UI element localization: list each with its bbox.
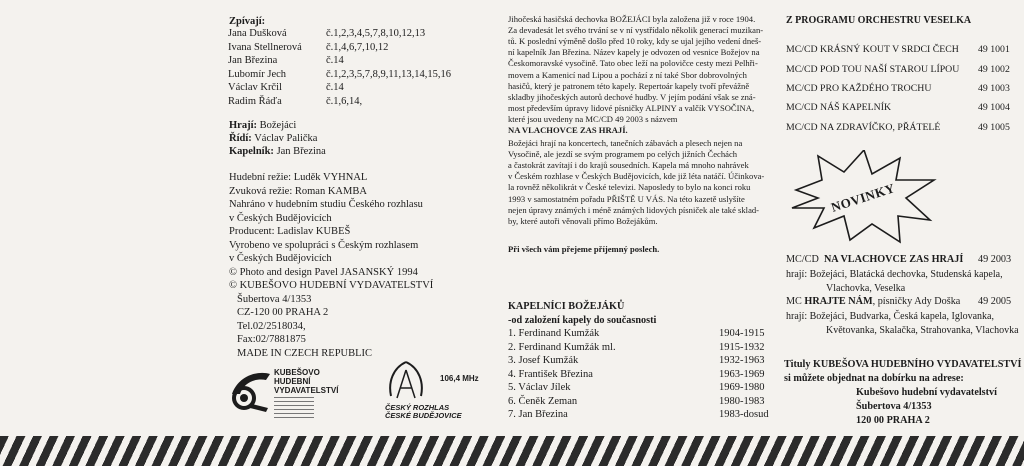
catalog-column [784,0,1024,436]
leader-row: 4. František Březina 1963-1969 [508,368,765,380]
credit-line: © KUBEŠOVO HUDEBNÍ VYDAVATELSTVÍ [229,280,434,291]
history-line: nejen úpravy známých i méně známých lidových písniček ale také sklad- [508,204,760,215]
logo-line: HUDEBNÍ [274,377,311,386]
history-line: tů. K poslední výměně došlo před 10 roky, kdy se ujal jejího vedení dneš- [508,36,762,47]
new-release-row: MC/CD NA VLACHOVCE ZAS HRAJÍ 49 2003 [786,254,1012,265]
history-line: most především úpravy lidové písničky ALPINY a valčík VYSOČINA, [508,102,755,113]
order-line: Tituly KUBEŠOVA HUDEBNÍHO VYDAVATELSTVÍ [784,359,1022,370]
logo-line: KUBEŠOVO [274,368,320,377]
radio-tower-icon [385,360,427,402]
conductor-line: Řídí: Václav Palička [229,133,318,144]
address-line: Fax:02/7881875 [237,334,306,345]
credit-line: v Českých Budějovicích [229,212,332,224]
credit-line: Nahráno v hudebním studiu Českého rozhlasu [229,199,423,210]
history-line: 1993 v samostatném pořadu PŘIŠTĚ U VÁS. Na této kazetě uslyšíte [508,193,745,204]
leaders-title: KAPELNÍCI BOŽEJÁKŮ [508,301,625,312]
leader-row: 1. Ferdinand Kumžák 1904-1915 [508,328,765,339]
closing-wish: Při všech vám přejeme příjemný poslech. [508,244,660,254]
history-line: v Českém rozhlase v Českých Budějovicích, kde již léta natáčí. Účinkova- [508,171,765,182]
address-line: Tel.02/2518034, [237,320,306,332]
history-line: by, které autoři věnovali přímo Božejákům. [508,215,658,226]
history-line: Za devadesát let svého trvání se v ní vystřídalo několik generací muzikan- [508,25,764,36]
credit-line: Producent: Ladislav KUBEŠ [229,226,351,237]
radio-logo-line: ČESKÉ BUDĚJOVICE [385,411,462,420]
radio-logo [383,360,503,422]
radio-frequency: 106,4 MHz [440,374,479,383]
history-line: které jsou uvedeny na MC/CD 49 2003 s názvem [508,113,678,124]
catalog-row: MC/CD NA ZDRAVÍČKO, PŘÁTELÉ 49 1005 [786,122,1010,133]
order-line: Šubertova 4/1353 [856,401,932,412]
credit-line: Zvuková režie: Roman KAMBA [229,185,367,197]
radio-logo-line: ČESKÝ ROZHLAS [385,403,450,412]
singer-row: Ivana Stellnerová č.1,4,6,7,10,12 [228,41,389,53]
striped-border [0,436,1024,466]
catalog-row: MC/CD PRO KAŽDÉHO TROCHU 49 1003 [786,83,1010,94]
history-line: a častokrát zavítají i do krajů sousedních. Kapela má mnoho nahrávek [508,160,749,171]
logo-fine-print [274,397,314,419]
singer-row: Václav Krčil č.14 [228,82,344,94]
history-line: Božejáci hrají na koncertech, tanečních zábavách a plesech nejen na [508,138,743,148]
program-title: Z PROGRAMU ORCHESTRU VESELKA [786,15,972,26]
singer-row: Lubomír Jech č.1,2,3,5,7,8,9,11,13,14,15,16 [228,68,452,80]
catalog-row: MC/CD POD TOU NAŠÍ STAROU LÍPOU 49 1002 [786,64,1010,75]
bandmaster-line: Kapelník: Jan Březina [229,146,326,157]
credit-line: Hudební režie: Luděk VYHNAL [229,172,368,183]
address-line: CZ-120 00 PRAHA 2 [237,307,329,318]
leader-row: 2. Ferdinand Kumžák ml. 1915-1932 [508,341,765,353]
credit-line: © Photo and design Pavel JASANSKÝ 1994 [229,266,418,278]
new-release-detail: Vlachovka, Veselka [826,283,906,294]
leader-row: 7. Jan Březina 1983-dosud [508,409,769,420]
new-release-row: MC HRAJTE NÁM, písničky Ady Doška 49 2005 [786,296,1012,307]
badge-label: NOVINKY [828,179,897,215]
leader-row: 5. Václav Jílek 1969-1980 [508,382,765,393]
singer-row: Radim Řáďa č.1,6,14, [228,96,363,107]
order-line: si můžete objednat na dobírku na adrese: [784,373,964,384]
catalog-row: MC/CD NÁŠ KAPELNÍK 49 1004 [786,102,1010,113]
singers-heading: Zpívají: [229,16,266,27]
history-line: la rovněž několikrát v České televizi. Naposledy to bylo na konci roku [508,182,751,193]
new-release-detail: hrají: Božejáci, Blatácká dechovka, Studenská kapela, [786,269,1003,280]
history-line: Vysočině, ale jezdí se svým programem po celých jižních Čechách [508,149,738,160]
address-line: MADE IN CZECH REPUBLIC [237,347,373,359]
new-release-detail: Květovanka, Skalačka, Strahovanka, Vlachovka [826,325,1019,336]
singer-row: Jana Dušková č.1,2,3,4,5,7,8,10,12,13 [228,28,426,39]
publisher-logo [228,364,358,426]
credits-column [228,0,478,436]
history-column [508,0,770,436]
order-line: 120 00 PRAHA 2 [856,415,930,426]
catalog-row: MC/CD KRÁSNÝ KOUT V SRDCI ČECH 49 1001 [786,44,1010,55]
history-line: hasičů, který je patronem této kapely. Repertoár kapely tvoří převážně [508,80,750,91]
leader-row: 3. Josef Kumžák 1932-1963 [508,355,765,366]
album-title: NA VLACHOVCE ZAS HRAJÍ. [508,125,628,135]
band-line: Hrají: Božejáci [229,120,297,131]
logo-line: VYDAVATELSTVÍ [274,386,339,395]
new-releases-badge [788,150,938,245]
order-line: Kubešovo hudební vydavatelství [856,387,997,398]
history-line: movem a Kamenicí nad Lipou a pochází z ní také Sbor dobrovolných [508,69,747,80]
history-line: Jihočeská hasičská dechovka BOŽEJÁCI byla založena již v roce 1904. [508,14,756,24]
credit-line: v Českých Budějovicích [229,253,332,264]
credit-line: Vyrobeno ve spolupráci s Českým rozhlasem [229,239,419,251]
leader-row: 6. Čeněk Zeman 1980-1983 [508,395,765,407]
singer-row: Jan Březina č.14 [228,55,344,67]
history-line: ní kapelník Jan Březina. Název kapely je odvozen od vesnice Božejov na [508,47,760,58]
new-release-detail: hrají: Božejáci, Budvarka, Česká kapela, Iglovanka, [786,311,994,322]
leaders-subtitle: -od založení kapely do současnosti [508,315,657,326]
address-line: Šubertova 4/1353 [237,293,312,305]
history-line: Českomoravské vysočině. Tato obec leží na polovičce cesty mezi Pelhři- [508,58,758,69]
horn-logo-icon [228,368,274,412]
history-line: skladby jihočeských autorů dechové hudby. V jejím podání však se zná- [508,91,756,102]
